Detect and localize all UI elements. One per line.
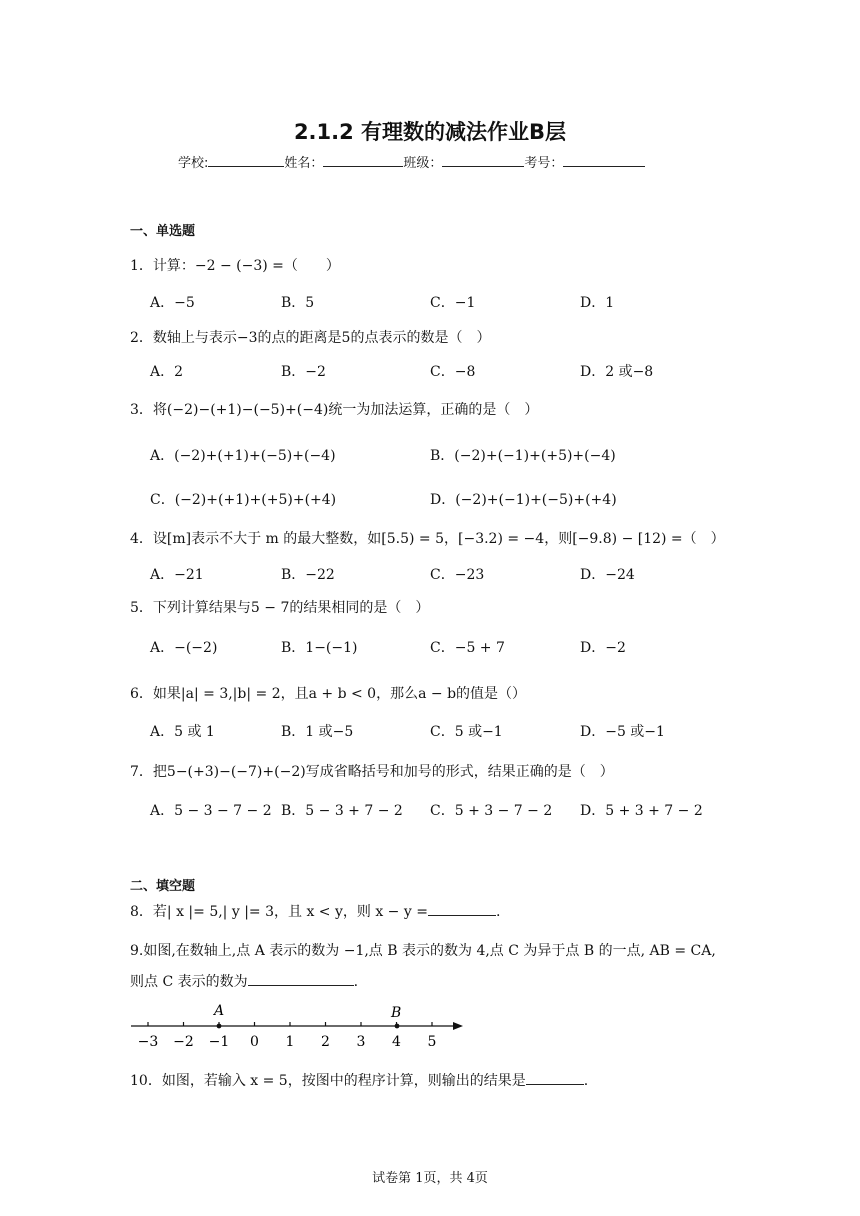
question-2-option-d[interactable]: D．2 或−8 — [580, 364, 654, 380]
number-line-figure — [125, 998, 470, 1052]
question-7-stem: 7．把5−(+3)−(−7)+(−2)写成省略括号和加号的形式，结果正确的是（ ） — [130, 764, 614, 780]
question-2-option-c[interactable]: C．−8 — [430, 364, 476, 380]
question-2-stem: 2．数轴上与表示−3的点的距离是5的点表示的数是（ ） — [130, 330, 491, 346]
tick-label: 2 — [321, 1034, 330, 1050]
section-heading-fill-in: 二、填空题 — [130, 879, 196, 894]
point-b-label: B — [391, 1005, 402, 1021]
question-5-option-a[interactable]: A．−(−2) — [150, 640, 218, 656]
question-8-end: . — [495, 904, 501, 920]
question-8-stem: 8．若| x |= 5,| y |= 3，且 x < y，则 x − y = — [130, 904, 428, 920]
question-3-option-a[interactable]: A．(−2)+(+1)+(−5)+(−4) — [150, 448, 336, 464]
school-label: 学校: — [178, 156, 209, 171]
question-3-option-b[interactable]: B．(−2)+(−1)+(+5)+(−4) — [430, 448, 616, 464]
point-a-label: A — [214, 1003, 225, 1019]
question-6-stem: 6．如果|a| = 3,|b| = 2，且a + b < 0，那么a − b的值是（） — [130, 686, 527, 702]
question-1-option-b[interactable]: B．5 — [281, 295, 315, 311]
number-line-tick-labels — [138, 1034, 437, 1050]
question-3-stem: 3．将(−2)−(+1)−(−5)+(−4)统一为加法运算，正确的是（ ） — [130, 402, 539, 418]
question-1-option-c[interactable]: C．−1 — [430, 295, 476, 311]
question-2-option-a[interactable]: A．2 — [150, 364, 184, 380]
question-4-option-b[interactable]: B．−22 — [281, 567, 335, 583]
question-1-option-a[interactable]: A．−5 — [150, 295, 195, 311]
question-7-option-a[interactable]: A．5 − 3 − 7 − 2 — [150, 803, 272, 819]
exam-number-field[interactable] — [563, 152, 645, 167]
class-field[interactable] — [442, 152, 524, 167]
question-3-option-d[interactable]: D．(−2)+(−1)+(−5)+(+4) — [430, 492, 617, 508]
class-label: 班级： — [403, 156, 443, 171]
question-4-option-c[interactable]: C．−23 — [430, 567, 485, 583]
exam-number-label: 考号： — [524, 156, 564, 171]
question-5-option-b[interactable]: B．1−(−1) — [281, 640, 358, 656]
student-info — [178, 152, 645, 171]
tick-label: −1 — [208, 1034, 230, 1050]
tick-label: 0 — [250, 1034, 259, 1050]
question-6-option-b[interactable]: B．1 或−5 — [281, 724, 354, 740]
name-label: 姓名： — [284, 156, 324, 171]
question-1-stem: 1．计算：−2 − (−3) =（ ） — [130, 258, 340, 274]
question-3-option-c[interactable]: C．(−2)+(+1)+(+5)+(+4) — [150, 492, 337, 508]
point-a-dot — [217, 1024, 222, 1029]
question-5-option-c[interactable]: C．−5 + 7 — [430, 640, 505, 656]
question-6-option-d[interactable]: D．−5 或−1 — [580, 724, 665, 740]
page-footer: 试卷第 1页，共 4页 — [372, 1171, 488, 1186]
question-9-end: . — [353, 974, 359, 990]
question-7-option-c[interactable]: C．5 + 3 − 7 − 2 — [430, 803, 553, 819]
question-4-option-a[interactable]: A．−21 — [150, 567, 204, 583]
question-9-answer-field[interactable] — [248, 971, 354, 986]
tick-label: 4 — [392, 1034, 401, 1050]
page-title: 2.1.2 有理数的减法作业B层 — [293, 120, 567, 144]
name-field[interactable] — [323, 152, 403, 167]
number-line-arrow — [453, 1022, 463, 1030]
question-9-stem: 则点 C 表示的数为 — [130, 974, 248, 990]
tick-label: 3 — [356, 1034, 366, 1050]
question-6-option-a[interactable]: A．5 或 1 — [150, 724, 215, 740]
question-5-stem: 5．下列计算结果与5 − 7的结果相同的是（ ） — [130, 600, 430, 616]
tick-label: 5 — [427, 1034, 437, 1050]
question-8 — [130, 901, 500, 921]
question-4-stem: 4．设[m]表示不大于 m 的最大整数，如[5.5) = 5，[−3.2) = −4，则[−9.8) − [12) =（ ） — [130, 531, 725, 547]
section-heading-single-choice: 一、单选题 — [130, 224, 196, 239]
question-10-stem: 10．如图，若输入 x = 5，按图中的程序计算，则输出的结果是 — [130, 1073, 526, 1089]
question-6-option-c[interactable]: C．5 或−1 — [430, 724, 503, 740]
question-2-option-b[interactable]: B．−2 — [281, 364, 326, 380]
point-b-dot — [395, 1024, 400, 1029]
question-4-option-d[interactable]: D．−24 — [580, 567, 635, 583]
question-10-answer-field[interactable] — [526, 1070, 584, 1085]
question-7-option-b[interactable]: B．5 − 3 + 7 − 2 — [281, 803, 403, 819]
question-8-answer-field[interactable] — [428, 901, 496, 916]
question-9-line-2 — [130, 971, 358, 991]
question-7-option-d[interactable]: D．5 + 3 + 7 − 2 — [580, 803, 703, 819]
question-10 — [130, 1070, 588, 1090]
school-field[interactable] — [208, 152, 284, 167]
tick-label: 1 — [285, 1034, 295, 1050]
tick-label: −3 — [137, 1034, 159, 1050]
question-9-line-1: 9.如图,在数轴上,点 A 表示的数为 −1,点 B 表示的数为 4,点 C 为异于点 B 的一点, AB = CA, — [130, 943, 716, 959]
question-10-end: . — [583, 1073, 589, 1089]
question-1-option-d[interactable]: D．1 — [580, 295, 615, 311]
tick-label: −2 — [173, 1034, 194, 1050]
question-5-option-d[interactable]: D．−2 — [580, 640, 626, 656]
